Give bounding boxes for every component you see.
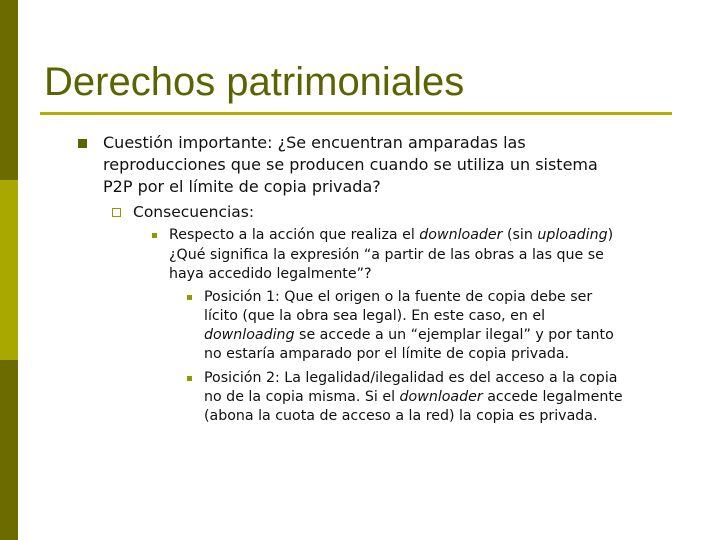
third-bullet-line-2: ¿Qué significa la expresión “a partir de las obras a las que se	[169, 247, 604, 263]
small-square-bullet-icon	[152, 233, 157, 238]
sub-bullet-label: Consecuencias:	[133, 203, 255, 221]
main-bullet-line-2: reproducciones que se producen cuando se utiliza un sistema	[103, 155, 598, 174]
position-1-line-2: lícito (que la obra sea legal). En este caso, en el	[204, 308, 546, 324]
third-bullet-line-1: Respecto a la acción que realiza el downloader (sin uploading)	[169, 227, 614, 243]
third-bullet-line-3: haya accedido legalmente”?	[169, 266, 372, 282]
position-2-line-1: Posición 2: La legalidad/ilegalidad es del acceso a la copia	[204, 370, 618, 386]
title-underline	[40, 112, 672, 115]
position-2-line-3: (abona la cuota de acceso a la red) la copia es privada.	[204, 408, 598, 424]
main-bullet-line-3: P2P por el límite de copia privada?	[103, 177, 381, 196]
hollow-square-bullet-icon	[112, 208, 121, 217]
position-1-line-1: Posición 1: Que el origen o la fuente de copia debe ser	[204, 289, 593, 305]
sidebar-segment-dark	[0, 0, 18, 180]
sidebar-segment-light	[0, 180, 18, 360]
sidebar-stripe	[0, 0, 18, 540]
position-1-line-3: downloading se accede a un “ejemplar ilegal” y por tanto	[204, 327, 614, 343]
position-2-line-2: no de la copia misma. Si el downloader accede legalmente	[204, 389, 623, 405]
main-bullet-line-1: Cuestión importante: ¿Se encuentran amparadas las	[103, 133, 526, 152]
sidebar-segment-dark-bottom	[0, 360, 18, 540]
small-square-bullet-icon	[187, 295, 192, 300]
position-1-line-4: no estaría amparado por el límite de copia privada.	[204, 346, 570, 362]
filled-square-bullet-icon	[78, 139, 87, 148]
small-square-bullet-icon	[187, 376, 192, 381]
slide-title: Derechos patrimoniales	[44, 60, 465, 104]
